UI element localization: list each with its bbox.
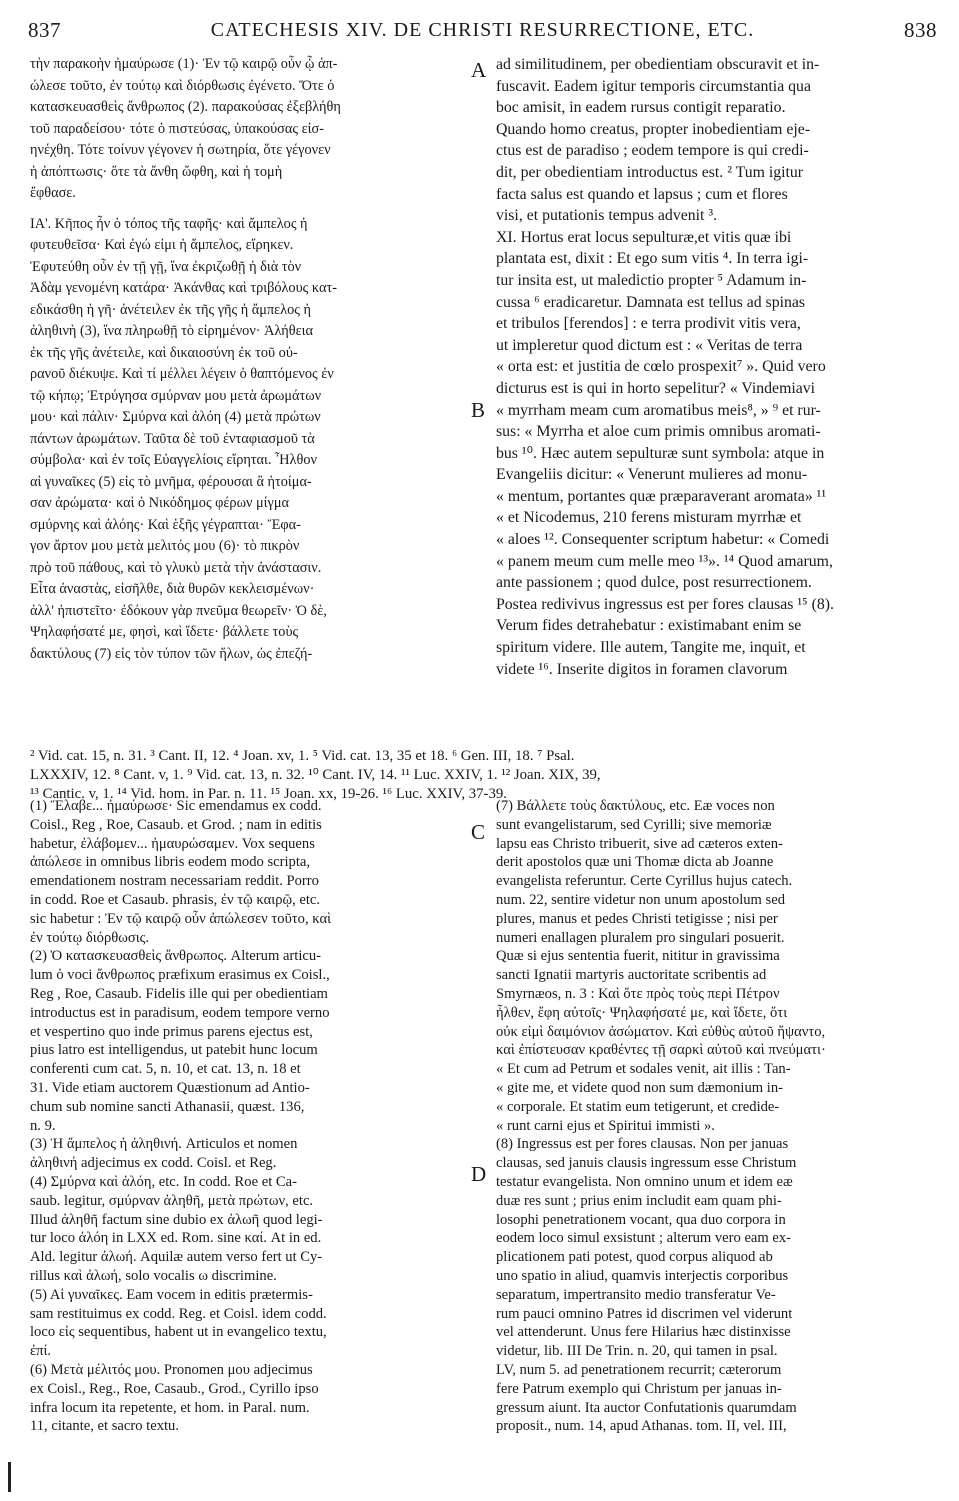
footnote-line: « Et cum ad Petrum et sodales venit, ait illis : Tan- <box>496 1061 791 1078</box>
footnote-line: (5) Αἱ γυναῖκες. Eam vocem in editis prætermis- <box>30 1286 313 1303</box>
footnote-line: Reg , Roe, Casaub. Fidelis ille qui per obedientiam <box>30 985 328 1002</box>
margin-letter-c: C <box>471 820 486 844</box>
greek-text-line: σύμβολα· καὶ ἐν τοῖς Εὐαγγελίοις εἴρηται. Ἦλθον <box>30 452 317 468</box>
margin-letter-d: D <box>471 1162 487 1186</box>
latin-text-line: videte ¹⁶. Inserite digitos in foramen clavorum <box>496 660 788 678</box>
footnote-line: (3) Ἡ ἄμπελος ἡ ἀληθινή. Articulos et nomen <box>30 1136 298 1153</box>
greek-text-line: Ἀδὰμ γενομένη κατάρα· Ἀκάνθας καὶ τριβόλους κατ- <box>30 280 337 296</box>
greek-text-line: ἔφθασε. <box>30 185 76 201</box>
footnote-line: clausas, sed januis clausis ingressum esse Christum <box>496 1155 797 1172</box>
footnote-line: numeri enallagen pluralem pro singulari posuerit. <box>496 929 785 946</box>
latin-text-line: Evangeliis dicitur: « Venerunt mulieres ad monu- <box>496 466 808 484</box>
footnote-line: plicationem pati potest, quod corpus aliquod ab <box>496 1249 773 1266</box>
footnote-line: (1) Ἔλαβε... ἠμαύρωσε· Sic emendamus ex codd. <box>30 798 322 814</box>
latin-text-line: spiritum videre. Ille autem, Tangite me, inquit, et <box>496 639 806 657</box>
greek-text-line: αἱ γυναῖκες (5) εἰς τὸ μνῆμα, φέρουσαι ἃ ἡτοίμα- <box>30 473 312 490</box>
footnote-line: vel attenderunt. Unus fere Hilarius hæc distinxisse <box>496 1324 791 1341</box>
footnote-line: gressum aiunt. Ita auctor Confutationis quarumdam <box>496 1399 797 1416</box>
footnote-line: sancti Ignatii martyris auctoritate scribentis ad <box>496 967 767 984</box>
margin-letter-b: B <box>471 398 486 422</box>
footnote-line: ἦλθεν, ἔφη αὐτοῖς· Ψηλαφήσατέ με, καὶ ἴδετε, ὅτι <box>496 1004 788 1021</box>
footnote-line: evangelista referuntur. Certe Cyrillus hujus catech. <box>496 873 793 890</box>
greek-text-line: ἀλλ' ἠπιστεῖτο· ἐδόκουν γὰρ πνεῦμα θεωρεῖν· Ὁ δὲ, <box>30 602 327 619</box>
margin-letter-a: A <box>471 58 487 82</box>
footnote-line: Quæ si ejus sententia fuerit, nititur in gravissima <box>496 948 780 965</box>
greek-text-line: ἀληθινὴ (3), ἵνα πληρωθῇ τὸ εἰρημένον· Ἀλήθεια <box>30 323 313 339</box>
greek-text-line: ώλεσε τοῦτο, ἐν τούτῳ καὶ διόρθωσις ἐγένετο. Ὅτε ὁ <box>30 77 335 94</box>
footnote-line: « corporale. Et statim eum tetigerunt, et credide- <box>496 1098 780 1115</box>
footnote-line: ἐπί. <box>30 1343 52 1360</box>
footnote-line: infra locum ita repetente, et hom. in Paral. num. <box>30 1399 310 1416</box>
greek-text-line: πρὸ τοῦ πάθους, καὶ τὸ γλυκὺ μετὰ τὴν ἀνάστασιν. <box>30 559 322 576</box>
latin-text-line: et tribulos [ferendos] : e terra prodivit vitis vera, <box>496 315 801 333</box>
footnote-line: sic habetur : Ἐν τῷ καιρῷ οὖν ἀπώλεσεν τοῦτο, καὶ <box>30 910 332 927</box>
reference-line: LXXXIV, 12. ⁸ Cant. v, 1. ⁹ Vid. cat. 13, n. 32. ¹⁰ Cant. IV, 14. ¹¹ Luc. XXIV, 1. ¹² Joan. XIX, 39, <box>30 767 601 783</box>
footnote-line: rillus καὶ ἀλωή, solo vocalis ω discrimine. <box>30 1267 277 1284</box>
greek-text-line: ἐκ τῆς γῆς ἀνέτειλε, καὶ δικαιοσύνη ἐκ τοῦ οὐ- <box>30 344 298 361</box>
greek-text-line: φυτευθεῖσα· Καὶ ἐγώ εἰμι ἡ ἄμπελος, εἴρηκεν. <box>30 237 294 253</box>
latin-text-line: Verum fides detrahebatur : existimabant enim se <box>496 617 802 635</box>
footnote-line: 11, citante, et sacro textu. <box>30 1418 179 1435</box>
running-title: CATECHESIS XIV. DE CHRISTI RESURRECTIONE, ETC. <box>210 18 755 41</box>
footnote-line: 31. Vide etiam auctorem Quæstionum ad Antio- <box>30 1079 310 1096</box>
footnote-line: ἀληθινή adjecimus ex codd. Coisl. et Reg. <box>30 1155 277 1172</box>
footnote-line: rum pauci omnino Patres id discrimen vel viderunt <box>496 1305 793 1322</box>
latin-text-line: dit, per obedientiam introductus est. ² Tum igitur <box>496 163 804 181</box>
latin-text-line: boc amisit, in eadem rursus contigit reparatio. <box>496 99 786 117</box>
footnote-line: Smyrnæos, n. 3 : Καὶ ὅτε πρὸς τοὺς περὶ Πέτρον <box>496 985 780 1002</box>
footnote-line: losophi penetrationem vocant, qua duo corpora in <box>496 1211 786 1228</box>
footnote-line: separatum, impertransito medio transferatur Ve- <box>496 1286 776 1303</box>
footnote-line: (8) Ingressus est per fores clausas. Non per januas <box>496 1136 789 1153</box>
greek-text-line: γον ἄρτον μου μετὰ μελιτός μου (6)· τὸ πικρὸν <box>30 538 300 554</box>
latin-text-line: Postea redivivus ingressus est per fores clausas ¹⁵ (8). <box>496 595 834 613</box>
reference-line: ² Vid. cat. 15, n. 31. ³ Cant. II, 12. ⁴ Joan. xv, 1. ⁵ Vid. cat. 13, 35 et 18. ⁶ Gen. III, 18. ⁷ Psal. <box>30 748 575 764</box>
latin-text-line: Quando homo creatus, propter inobedientiam eje- <box>496 120 811 138</box>
footnote-line: duæ res sunt ; prius enim includit eam quam phi- <box>496 1192 782 1209</box>
left-page-number: 837 <box>28 17 61 42</box>
footnote-line: n. 9. <box>30 1117 56 1134</box>
footnote-line: videtur, lib. III De Trin. n. 20, qui tamen in psal. <box>496 1343 778 1360</box>
latin-text-line: visi, et putationis tempus advenit ³. <box>496 207 718 225</box>
footnote-line: num. 22, sentire videtur non unum apostolum sed <box>496 891 786 908</box>
footnote-line: (2) Ὁ κατασκευασθεὶς ἄνθρωπος. Alterum articu- <box>30 948 322 965</box>
footnote-line: (6) Μετὰ μέλιτός μου. Pronomen μου adjecimus <box>30 1361 313 1378</box>
footnote-line: fere Patrum exemplo qui Christum per januas in- <box>496 1380 782 1397</box>
footnote-line: in codd. Roe et Casaub. phrasis, ἐν τῷ καιρῷ, etc. <box>30 891 321 908</box>
greek-text-line: ἡ ἀπόπτωσις· ὅτε τὰ ἄνθη ὤφθη, καὶ ἡ τομὴ <box>30 163 283 180</box>
footnote-line: saub. legitur, σμύρναν ἀληθῆ, μετὰ πρώτων, etc. <box>30 1192 314 1209</box>
greek-text-column <box>30 54 470 665</box>
footnote-line: ἀπώλεσε in omnibus libris eodem modo scripta, <box>30 854 311 871</box>
latin-text-line: ctus est de paradiso ; eodem tempore is qui credi- <box>496 142 809 160</box>
footnote-line: lapsu eas Christo tribuerit, sive ad cæteros exten- <box>496 835 783 852</box>
footnote-line: testatur evangelista. Non omnino unum et idem eæ <box>496 1173 793 1190</box>
greek-text-line: πάντων ἀρωμάτων. Ταῦτα δὲ τοῦ ἐνταφιασμοῦ τὰ <box>30 430 315 447</box>
latin-text-line: « orta est: et justitia de cœlo prospexit⁷ ». Quid vero <box>496 358 826 376</box>
latin-text-line: dicturus est is qui in horto sepelitur? « Vindemiavi <box>496 379 816 397</box>
footnote-line: habetur, ἐλάβομεν... ἠμαυρώσαμεν. Vox sequens <box>30 835 315 852</box>
greek-text-line: Ψηλαφήσατέ με, φησὶ, καὶ ἴδετε· βάλλετε τοὺς <box>30 624 299 640</box>
footnote-line: lum ὁ voci ἄνθρωπος præfixum erasimus ex Coisl., <box>30 967 330 984</box>
footnote-line: derit apostolos quæ uni Thomæ dicta ab Joanne <box>496 854 774 871</box>
latin-text-line: ut impleretur quod dictum est : « Veritas de terra <box>496 336 803 354</box>
greek-text-line: μου· καὶ πάλιν· Σμύρνα καὶ ἀλόη (4) μετὰ πρώτων <box>30 409 321 425</box>
scripture-references <box>30 747 940 804</box>
greek-text-line: Ἐφυτεύθη οὖν ἐν τῇ γῇ, ἵνα ἐκριζωθῇ ἡ διὰ τὸν <box>30 258 302 275</box>
greek-text-line: ρανοῦ διέκυψε. Καὶ τί μέλλει λέγειν ὁ θαπτόμενος ἐν <box>30 366 334 382</box>
footnote-line: sam restituimus ex codd. Reg. et Coisl. idem codd. <box>30 1305 327 1322</box>
greek-text-line: δακτύλους (7) εἰς τὸν τύπον τῶν ἥλων, ὡς ἐπεζή- <box>30 645 313 662</box>
greek-text-line: ΙΑ'. Κῆπος ἦν ὁ τόπος τῆς ταφῆς· καὶ ἄμπελος ἡ <box>30 215 308 232</box>
footnote-line: Ald. legitur ἀλωή. Aquilæ autem verso fert ut Cy- <box>30 1249 323 1266</box>
footnote-line: eodem loco simul exsistunt ; alterum vero eam ex- <box>496 1230 792 1247</box>
footnote-line: ex Coisl., Reg., Roe, Casaub., Grod., Cyrillo ipso <box>30 1380 319 1397</box>
latin-text-line: « et Nicodemus, 210 ferens misturam myrrhæ et <box>496 509 802 527</box>
latin-text-line: facta salus est quando et lapsus ; cum et flores <box>496 185 788 203</box>
footnote-line: et vespertino quo inde primus parens ejectus est, <box>30 1023 313 1040</box>
latin-text-line: plantata est, dixit : Et ego sum vitis ⁴. In terra igi- <box>496 250 809 268</box>
greek-text-line: τὴν παρακοὴν ἠμαύρωσε (1)· Ἐν τῷ καιρῷ οὖν ᾧ ἀπ- <box>30 56 338 72</box>
reference-line: ¹³ Cantic. v, 1. ¹⁴ Vid. hom. in Par. n. 11. ¹⁵ Joan. xx, 19-26. ¹⁶ Luc. XXIV, 37-39. <box>30 786 507 802</box>
footnote-line: proposit., num. 14, apud Athanas. tom. II, vel. III, <box>496 1418 787 1435</box>
latin-text-line: sus: « Myrrha et aloe cum primis omnibus aromati- <box>496 423 821 441</box>
latin-text-line: « panem meum cum melle meo ¹³». ¹⁴ Quod amarum, <box>496 552 833 570</box>
footnotes-left-column <box>30 797 470 1436</box>
greek-text-line: κατασκευασθεὶς ἄνθρωπος (2). παρακούσας ἐξεβλήθη <box>30 99 341 115</box>
footnote-line: Coisl., Reg , Roe, Casaub. et Grod. ; nam in editis <box>30 816 322 833</box>
latin-text-line: ante passionem ; quod dulce, post resurrectionem. <box>496 574 812 592</box>
greek-text-line: σμύρνης καὶ ἀλόης· Καὶ ἑξῆς γέγραπται· Ἔφα- <box>30 516 301 533</box>
footnotes-right-column <box>496 797 938 1436</box>
latin-text-line: « myrrham meam cum aromatibus meis⁸, » ⁹ et rur- <box>496 401 821 419</box>
footnote-line: emendationem nostram necessariam reddit. Porro <box>30 873 319 890</box>
footnote-line: chum sub nomine sancti Athanasii, quæst. 136, <box>30 1098 305 1115</box>
latin-text-line: ad similitudinem, per obedientiam obscuravit et in- <box>496 56 820 73</box>
page-header <box>28 10 937 50</box>
footnote-line: « runt carni ejus et Spiritui immisti ». <box>496 1117 715 1134</box>
margin-mark <box>8 1462 11 1492</box>
footnote-line: plures, manus et pedes Christi tetigisse ; nisi per <box>496 910 778 927</box>
greek-text-line <box>30 205 470 214</box>
greek-text-line: ηνέχθη. Τότε τοίνυν γέγονεν ἡ σωτηρία, ὅτε γέγονεν <box>30 142 331 158</box>
greek-text-line: τῷ κήπῳ; Ἐτρύγησα σμύρναν μου μετὰ ἀρωμάτων <box>30 387 322 404</box>
footnote-line: introductus est in paradisum, eodem tempore verno <box>30 1004 330 1021</box>
latin-text-column <box>496 54 938 680</box>
greek-text-line: εδικάσθη ἡ γῆ· ἀνέτειλεν ἐκ τῆς γῆς ἡ ἄμπελος ἡ <box>30 301 311 318</box>
footnote-line: Illud ἀληθῆ factum sine dubio ex ἀλωῆ quod legi- <box>30 1211 323 1228</box>
footnote-line: LV, num 5. ad penetrationem recurrit; cæterorum <box>496 1361 782 1378</box>
footnote-line: « gite me, et videte quod non sum dæmonium in- <box>496 1079 783 1096</box>
footnote-line: ἐν τούτῳ διόρθωσις. <box>30 929 150 946</box>
footnote-line: (4) Σμύρνα καὶ ἀλόη, etc. In codd. Roe et Ca- <box>30 1173 297 1190</box>
footnote-line: loco εἰς sequentibus, habent ut in evangelico textu, <box>30 1324 327 1341</box>
footnote-line: sunt evangelistarum, sed Cyrilli; sive memoriæ <box>496 816 772 833</box>
footnote-line: οὐκ εἰμὶ δαιμόνιον ἀσώματον. Καὶ εὐθὺς αὐτοῦ ἥψαντο, <box>496 1023 826 1040</box>
greek-text-line: σαν ἀρώματα· καὶ ὁ Νικόδημος φέρων μίγμα <box>30 495 290 511</box>
latin-text-line: bus ¹⁰. Hæc autem sepulturæ sunt symbola: atque in <box>496 444 825 462</box>
latin-text-line: tur insita est, ut maledictio propter ⁵ Adamum in- <box>496 271 807 289</box>
footnote-line: uno spatio in aliud, quamvis interjectis corporibus <box>496 1267 789 1284</box>
latin-text-line: « mentum, portantes quæ præparaverant aromata» ¹¹ <box>496 487 827 505</box>
footnote-line: καὶ ἐπίστευσαν κραθέντες τῇ σαρκὶ αὐτοῦ καὶ πνεύματι· <box>496 1042 826 1059</box>
greek-text-line: Εἶτα ἀναστὰς, εἰσῆλθε, διὰ θυρῶν κεκλεισμένων· <box>30 581 315 597</box>
footnote-line: conferenti cum cat. 5, n. 10, et cat. 13, n. 18 et <box>30 1061 301 1078</box>
footnote-line: pius latro est intelligendus, ut patebit hunc locum <box>30 1042 318 1059</box>
right-page-number: 838 <box>904 17 937 42</box>
greek-text-line: τοῦ παραδείσου· τότε ὁ πιστεύσας, ὑπακούσας εἰσ- <box>30 120 324 137</box>
footnote-line: (7) Βάλλετε τοὺς δακτύλους, etc. Eæ voces non <box>496 798 775 814</box>
latin-text-line: fuscavit. Eadem igitur temporis circumstantia qua <box>496 77 811 95</box>
latin-text-line: XI. Hortus erat locus sepulturæ,et vitis quæ ibi <box>496 228 792 246</box>
latin-text-line: cussa ⁶ eradicaretur. Damnata est tellus ad spinas <box>496 293 806 311</box>
footnote-line: tur loco ἀλόη in LXX ed. Rom. sine καί. At in ed. <box>30 1230 322 1247</box>
latin-text-line: « aloes ¹². Consequenter scriptum habetur: « Comedi <box>496 531 830 549</box>
